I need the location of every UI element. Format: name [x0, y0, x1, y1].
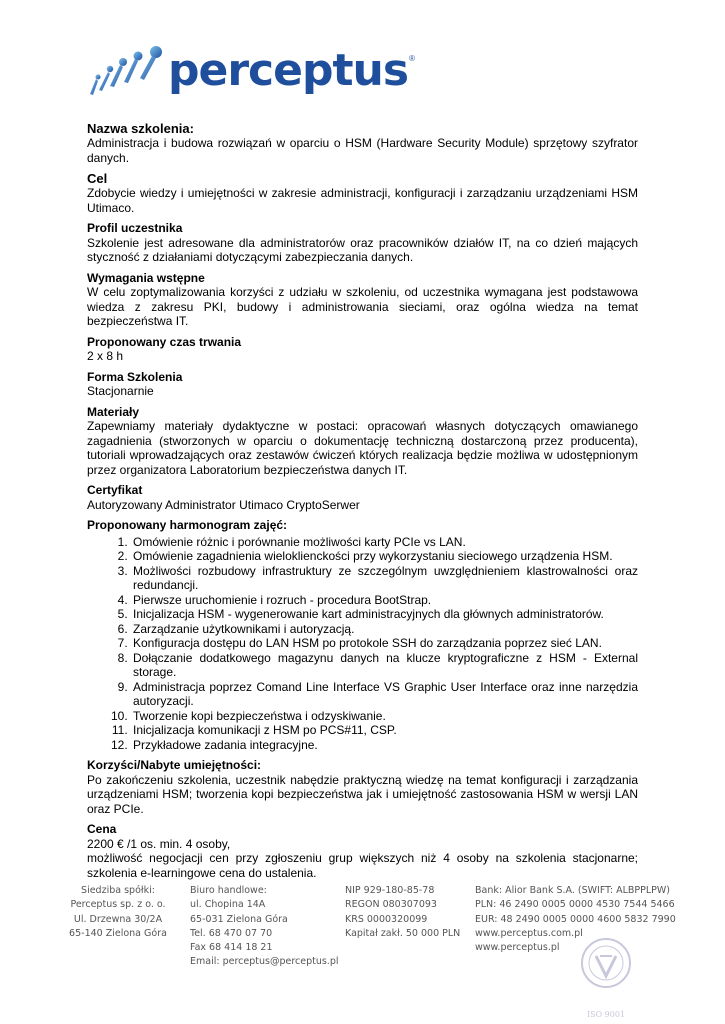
footer-registration [345, 884, 460, 941]
list-item: 6. Zarządzanie użytkownikami i autoryzacją. [131, 622, 638, 637]
footer-company-address [62, 884, 174, 941]
footer-line: NIP 929-180-85-78 [345, 885, 435, 896]
list-item: 12. Przykładowe zadania integracyjne. [131, 738, 638, 753]
list-item: 8. Dołączanie dodatkowego magazynu danych na klucze kryptograficzne z HSM - External storage. [131, 651, 638, 680]
footer-line: Fax 68 414 18 21 [190, 942, 273, 954]
section-text: Po zakończeniu szkolenia, uczestnik nabędzie praktyczną wiedzę na temat konfiguracji i zarządzania urządzeniami HSM; tworzenia kopi bezpieczeństwa jak i umiejętność zastosowania HSM w wersji LAN oraz PCIe. [87, 772, 638, 816]
iso-cert-icon [578, 918, 658, 1008]
footer-line: Biuro handlowe: [190, 885, 267, 896]
footer-line: ul. Chopina 14A [190, 899, 266, 911]
section-nazwa [87, 121, 638, 165]
footer-line: Siedziba spółki: [81, 885, 155, 896]
section-heading: Profil uczestnika [87, 221, 183, 235]
list-item: 1. Omówienie różnic i porównanie możliwości karty PCIe vs LAN. [131, 535, 638, 550]
footer-line: Kapitał zakł. 50 000 PLN [345, 927, 461, 939]
footer-line: 65-031 Zielona Góra [190, 913, 288, 925]
footer-email[interactable]: Email: perceptus@perceptus.pl [190, 956, 339, 968]
footer-link[interactable]: www.perceptus.pl [475, 942, 560, 954]
section-harmonogram [87, 518, 638, 752]
logo-wordmark: perceptus [168, 45, 409, 96]
section-czas [87, 335, 638, 364]
footer-line: Perceptus sp. z o. o. [70, 899, 166, 911]
list-item: 4. Pierwsze uruchomienie i rozruch - procedura BootStrap. [131, 593, 638, 608]
registered-mark: ® [409, 54, 415, 63]
section-korzysci [87, 758, 638, 816]
list-item: 3. Możliwości rozbudowy infrastruktury ze szczególnym uwzględnieniem klastrowalności oraz redundancji. [131, 564, 638, 593]
section-heading: Proponowany czas trwania [87, 334, 242, 349]
footer-sales-office [190, 884, 339, 970]
section-materialy [87, 405, 638, 478]
section-heading: Proponowany harmonogram zajęć: [87, 518, 288, 532]
section-heading: Wymagania wstępne [87, 270, 205, 285]
price-line: 2200 € /1 os. min. 4 osoby, [87, 836, 231, 851]
section-forma [87, 370, 638, 399]
footer-line: 65-140 Zielona Góra [69, 927, 167, 939]
section-heading: Materiały [87, 404, 140, 419]
list-item: 10. Tworzenie kopi bezpieczeństwa i odzyskiwanie. [131, 709, 638, 724]
footer-line: Bank: Alior Bank S.A. (SWIFT: ALBPPLPW) [475, 885, 670, 896]
section-heading: Korzyści/Nabyte umiejętności: [87, 758, 262, 772]
section-text: W celu zoptymalizowania korzyści z udziału w szkoleniu, od uczestnika wymagana jest podstawowa wiedza z zakresu PKI, budowy i administrowania sieciami, oraz ogólna wiedza na temat bezpieczeństwa IT. [87, 285, 638, 328]
section-heading: Cena [87, 822, 117, 836]
iso-label: ISO 9001 [586, 1010, 626, 1019]
footer-link[interactable]: www.perceptus.com.pl [475, 927, 583, 939]
section-cena [87, 822, 638, 880]
footer-line: EUR: 48 2490 0005 0000 4600 5832 7990 [475, 913, 676, 925]
section-text: Stacjonarnie [87, 384, 154, 398]
document-body [87, 121, 638, 886]
company-logo [86, 42, 415, 100]
section-text: Autoryzowany Administrator Utimaco CryptoSerwer [87, 497, 360, 512]
section-profil [87, 221, 638, 265]
list-item: 9. Administracja poprzez Comand Line Interface VS Graphic User Interface oraz inne narzędzia autoryzacji. [131, 680, 638, 709]
certification-stamp [578, 918, 658, 1018]
perceptus-logo-icon [86, 42, 164, 100]
schedule-list [87, 535, 638, 753]
section-text: Administracja i budowa rozwiązań w oparciu o HSM (Hardware Security Module) sprzętowy szyfrator danych. [87, 136, 638, 165]
section-cel [87, 171, 638, 215]
section-heading: Certyfikat [87, 483, 143, 497]
section-text: Zdobycie wiedzy i umiejętności w zakresie administracji, konfiguracji i zarządzaniu urządzeniami HSM Utimaco. [87, 186, 638, 215]
list-item: 5. Inicjalizacja HSM - wygenerowanie kart administracyjnych dla głównych administratorów. [131, 607, 638, 622]
footer-line: KRS 0000320099 [345, 913, 428, 925]
list-item: 7. Konfiguracja dostępu do LAN HSM po protokole SSH do zarządzania poprzez sieć LAN. [131, 636, 638, 651]
section-heading: Cel [87, 171, 108, 186]
footer-line: REGON 080307093 [345, 899, 437, 911]
section-text: Zapewniamy materiały dydaktyczne w postaci: opracowań własnych dotyczących omawianego zagadnienia (stworzonych w oparciu o dokumentację techniczną dostarczoną przez producenta), tutoriali wprowadzających oraz zestawów ćwiczeń których realizacja będzie możliwa w udostępnionym przez organizatora Laboratorium bezpieczeństwa danych IT. [87, 419, 638, 477]
section-wymagania [87, 271, 638, 329]
section-heading: Nazwa szkolenia: [87, 121, 194, 136]
section-certyfikat [87, 483, 638, 512]
footer-line: Tel. 68 470 07 70 [190, 927, 273, 939]
section-text: 2 x 8 h [87, 349, 124, 363]
section-heading: Forma Szkolenia [87, 369, 183, 384]
section-text: Szkolenie jest adresowane dla administratorów oraz pracowników działów IT, na co dzień mających styczność z działaniami dotyczącymi zabezpieczania danych. [87, 235, 638, 264]
footer-line: Ul. Drzewna 30/2A [73, 913, 163, 925]
footer-line: PLN: 46 2490 0005 0000 4530 7544 5466 [475, 899, 675, 911]
list-item: 11. Inicjalizacja komunikacji z HSM po PCS#11, CSP. [131, 723, 638, 738]
list-item: 2. Omówienie zagadnienia wieloklienckości przy wykorzystaniu sieciowego urządzenia HSM. [131, 549, 638, 564]
price-note: możliwość negocjacji cen przy zgłoszeniu grup większych niż 4 osoby na szkolenia stacjonarne; szkolenia e-learningowe cena do ustalenia. [87, 851, 638, 880]
